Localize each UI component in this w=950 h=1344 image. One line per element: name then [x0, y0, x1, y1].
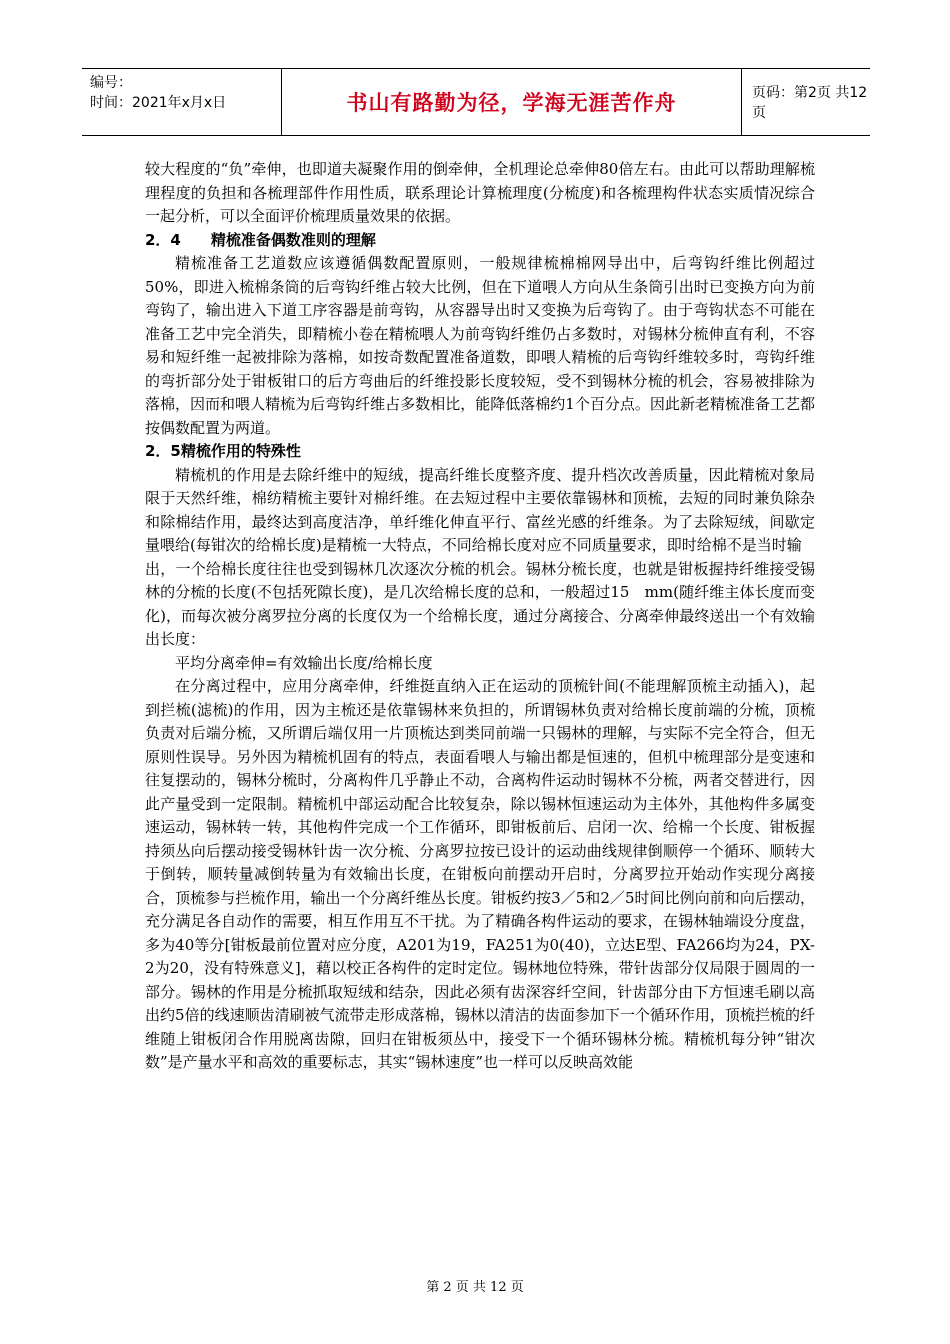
paragraph: 较大程度的“负”牵伸，也即道夫凝聚作用的倒牵伸，全机理论总牵伸80倍左右。由此可以帮助理解梳理程度的负担和各梳理部件作用性质，联系理论计算梳理度(分梳度)和各梳理构件状态实质情况综合一起分析，可以全面评价梳理质量效果的依据。 — [145, 160, 815, 225]
document-date: 时间：2021年x月x日 — [90, 95, 227, 111]
paragraph: 精梳机的作用是去除纤维中的短绒，提高纤维长度整齐度、提升档次改善质量，因此精梳对象局限于天然纤维，棉纺精梳主要针对棉纤维。在去短过程中主要依靠锡林和顶梳，去短的同时兼负除杂和除棉结作用，最终达到高度洁净，单纤维化伸直平行、富丝光感的纤维条。为了去除短绒，间歇定量喂给(每钳次的给棉长度)是精梳一大特点，不同给棉长度对应不同质量要求，即时给棉不是当时输 — [145, 465, 815, 554]
paragraph: 出，一个给棉长度往往也受到锡林几次逐次分梳的机会。锡林分梳长度，也就是钳板握持纤维接受锡林的分梳的长度(不包括死隙长度)，是几次给棉长度的总和，一般超过15 mm(随纤维主体长度而变化)，而每次被分离罗拉分离的长度仅为一个给棉长度，通过分离接合、分离牵伸最终送出一个有效输出长度： — [145, 559, 815, 648]
document-body — [145, 158, 815, 1075]
page-header — [82, 68, 870, 136]
document-number: 编号： — [90, 75, 132, 91]
header-meta — [82, 69, 282, 135]
section-heading-2-5: 2．5精梳作用的特殊性 — [145, 442, 301, 460]
footer-page-number: 第 2 页 共 12 页 — [426, 1280, 524, 1295]
header-page-number: 页码：第2页 共12页 — [752, 85, 868, 121]
paragraph: 精梳准备工艺道数应该遵循偶数配置原则，一般规律梳棉棉网导出中，后弯钩纤维比例超过50%，即进入梳棉条筒的后弯钩纤维占较大比例，但在下道喂人方向从生条筒引出时已变换方向为前弯钩了，输出进入下道工序容器是前弯钩，从容器导出时又变换为后弯钩了。由于弯钩状态不可能在准备工艺中完全消失，即精梳小卷在精梳喂人为前弯钩纤维仍占多数时，对锡林分梳伸直有利，不容易和短纤维一起被排除为落棉，如按奇数配置准备道数，即喂人精梳的后弯钩纤维较多时，弯钩纤维的弯折部分处于钳板钳口的后方弯曲后的纤维投影长度较短，受不到锡林分梳的机会，容易被排除为落棉，因而和喂人精梳为后弯钩纤维占多数相比，能降低落棉约1个百分点。因此新老精梳准备工艺都按偶数配置为两道。 — [145, 254, 815, 437]
header-motto: 书山有路勤为径，学海无涯苦作舟 — [346, 91, 677, 115]
header-motto-cell — [282, 69, 742, 135]
formula: 平均分离牵伸=有效输出长度/给棉长度 — [175, 653, 433, 672]
paragraph: 在分离过程中，应用分离牵伸，纤维挺直纳入正在运动的顶梳针间(不能理解顶梳主动插入)，起到拦梳(滤梳)的作用，因为主梳还是依靠锡林来负担的，所谓锡林负责对给棉长度前端的分梳，顶梳负责对后端分梳，又所谓后端仅用一片顶梳达到类同前端一只锡林的理解，与实际不完全符合，但无原则性误导。另外因为精梳机固有的特点，表面看喂人与输出都是恒速的，但机中梳理部分是变速和往复摆动的，锡林分梳时，分离构件几乎静止不动，合离构件运动时锡林不分梳，两者交替进行，因此产量受到一定限制。精梳机中部运动配合比较复杂，除以锡林恒速运动为主体外，其他构件多属变速运动，锡林转一转，其他构件完成一个工作循环，即钳板前后、启闭一次、给棉一个长度、钳板握持须丛向后摆动接受锡林针齿一次分梳、分离罗拉按已设计的运动曲线规律倒顺停一个循环、顺转大于倒转，顺转量减倒转量为有效输出长度，在钳板向前摆动开启时，分离罗拉开始动作实现分离接合，顶梳参与拦梳作用，输出一个分离纤维丛长度。钳板约按3／5和2／5时间比例向前和向后摆动，充分满足各自动作的需要，相互作用互不干扰。为了精确各构件运动的要求，在锡林轴端设分度盘，多为40等分[钳板最前位置对应分度，A201为19，FA251为0(40)，立达E型、FA266均为24，PX-2为20，没有特殊意义]，藉以校正各构件的定时定位。锡林地位特殊，带针齿部分仅局限于圆周的一部分。锡林的作用是分梳抓取短绒和结杂，因此必须有齿深容纤空间，针齿部分由下方恒速毛刷以高出约5倍的线速顺齿清刷被气流带走形成落棉，锡林以清洁的齿面参加下一个循环作用，顶梳拦梳的纤维随上钳板闭合作用脱离齿隙，回归在钳板须丛中，接受下一个循环锡林分梳。精梳机每分钟“钳次数”是产量水平和高效的重要标志，其实“锡林速度”也一样可以反映高效能 — [145, 677, 815, 1071]
page-footer — [0, 1276, 950, 1295]
section-heading-2-4: 2．4 精梳准备偶数准则的理解 — [145, 230, 376, 249]
header-page-info — [742, 69, 870, 135]
